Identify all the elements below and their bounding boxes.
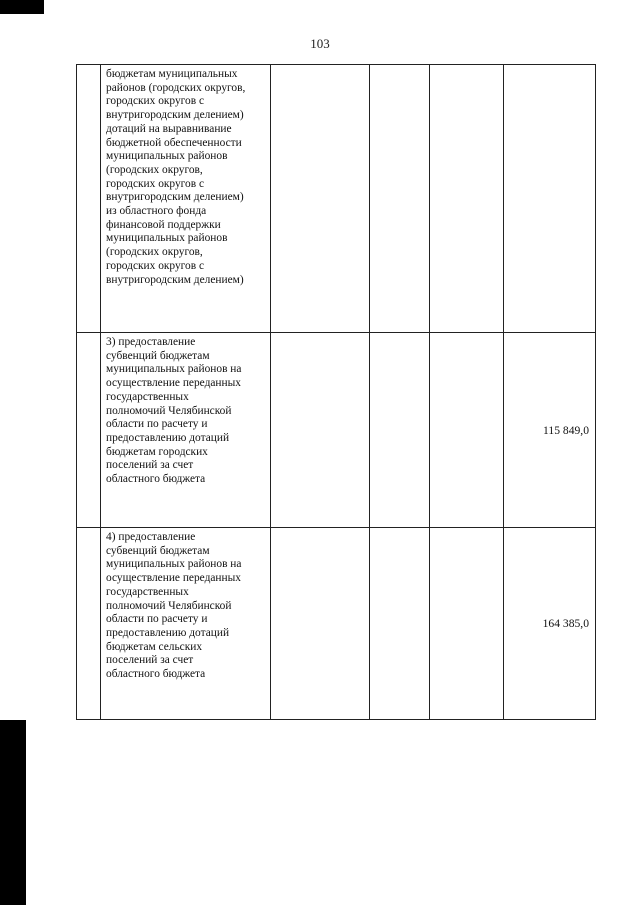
description-line: 3) предоставление [106, 336, 196, 348]
description-line: внутригородским делением) [106, 191, 244, 204]
description-line: осуществление переданных [106, 572, 241, 585]
index-cell [77, 528, 101, 720]
description-line: поселений за счет [106, 654, 194, 667]
description-line: бюджетам городских [106, 445, 208, 458]
description-line: предоставлению дотаций [106, 626, 230, 639]
budget-table [76, 64, 596, 720]
index-cell [77, 65, 101, 333]
description-line: полномочий Челябинской [106, 599, 232, 612]
description-line: муниципальных районов [106, 232, 228, 245]
description-line: предоставлению дотаций [106, 431, 230, 444]
description-line: (городских округов, [106, 246, 203, 259]
description-line: городских округов с [106, 259, 205, 272]
description-line: области по расчету и [106, 418, 208, 431]
empty-cell [429, 528, 503, 720]
description-line: бюджетам сельских [106, 640, 203, 653]
description-line: (городских округов, [106, 163, 203, 176]
amount-cell: 115 849,0 [503, 333, 595, 528]
description-line: городских округов с [106, 95, 205, 108]
description-line: муниципальных районов на [106, 558, 242, 571]
description-line: 4) предоставление [106, 531, 196, 543]
amount-cell: 164 385,0 [503, 528, 595, 720]
empty-cell [429, 65, 503, 333]
description-line: внутригородским делением) [106, 109, 244, 122]
table-row [77, 528, 596, 720]
empty-cell [271, 65, 369, 333]
description-line: муниципальных районов [106, 150, 228, 163]
amount-cell [503, 65, 595, 333]
empty-cell [369, 333, 429, 528]
description-line: областного бюджета [106, 668, 206, 681]
description-line: из областного фонда [106, 205, 207, 218]
description-line: дотаций на выравнивание [106, 122, 232, 135]
empty-cell [271, 333, 369, 528]
empty-cell [369, 65, 429, 333]
scan-edge-top [0, 0, 44, 14]
description-cell [101, 528, 271, 720]
description-line: полномочий Челябинской [106, 404, 232, 417]
table-row [77, 333, 596, 528]
description-line: субвенций бюджетам [106, 544, 210, 557]
description-line: городских округов с [106, 177, 205, 190]
description-line: области по расчету и [106, 613, 208, 626]
description-line: субвенций бюджетам [106, 349, 210, 362]
description-line: областного бюджета [106, 473, 206, 486]
scan-edge-left [0, 720, 26, 905]
description-line: финансовой поддержки [106, 218, 221, 231]
empty-cell [369, 528, 429, 720]
table-row [77, 65, 596, 333]
empty-cell [429, 333, 503, 528]
description-line: районов (городских округов, [106, 81, 246, 94]
description-cell [101, 333, 271, 528]
description-line: поселений за счет [106, 459, 194, 472]
description-line: внутригородским делением) [106, 273, 244, 286]
page-number: 103 [310, 36, 330, 51]
index-cell [77, 333, 101, 528]
description-line: бюджетам муниципальных [106, 68, 238, 80]
description-line: осуществление переданных [106, 377, 241, 390]
description-line: бюджетной обеспеченности [106, 136, 242, 149]
description-cell [101, 65, 271, 333]
description-line: муниципальных районов на [106, 363, 242, 376]
empty-cell [271, 528, 369, 720]
description-line: государственных [106, 390, 189, 403]
description-line: государственных [106, 585, 189, 598]
